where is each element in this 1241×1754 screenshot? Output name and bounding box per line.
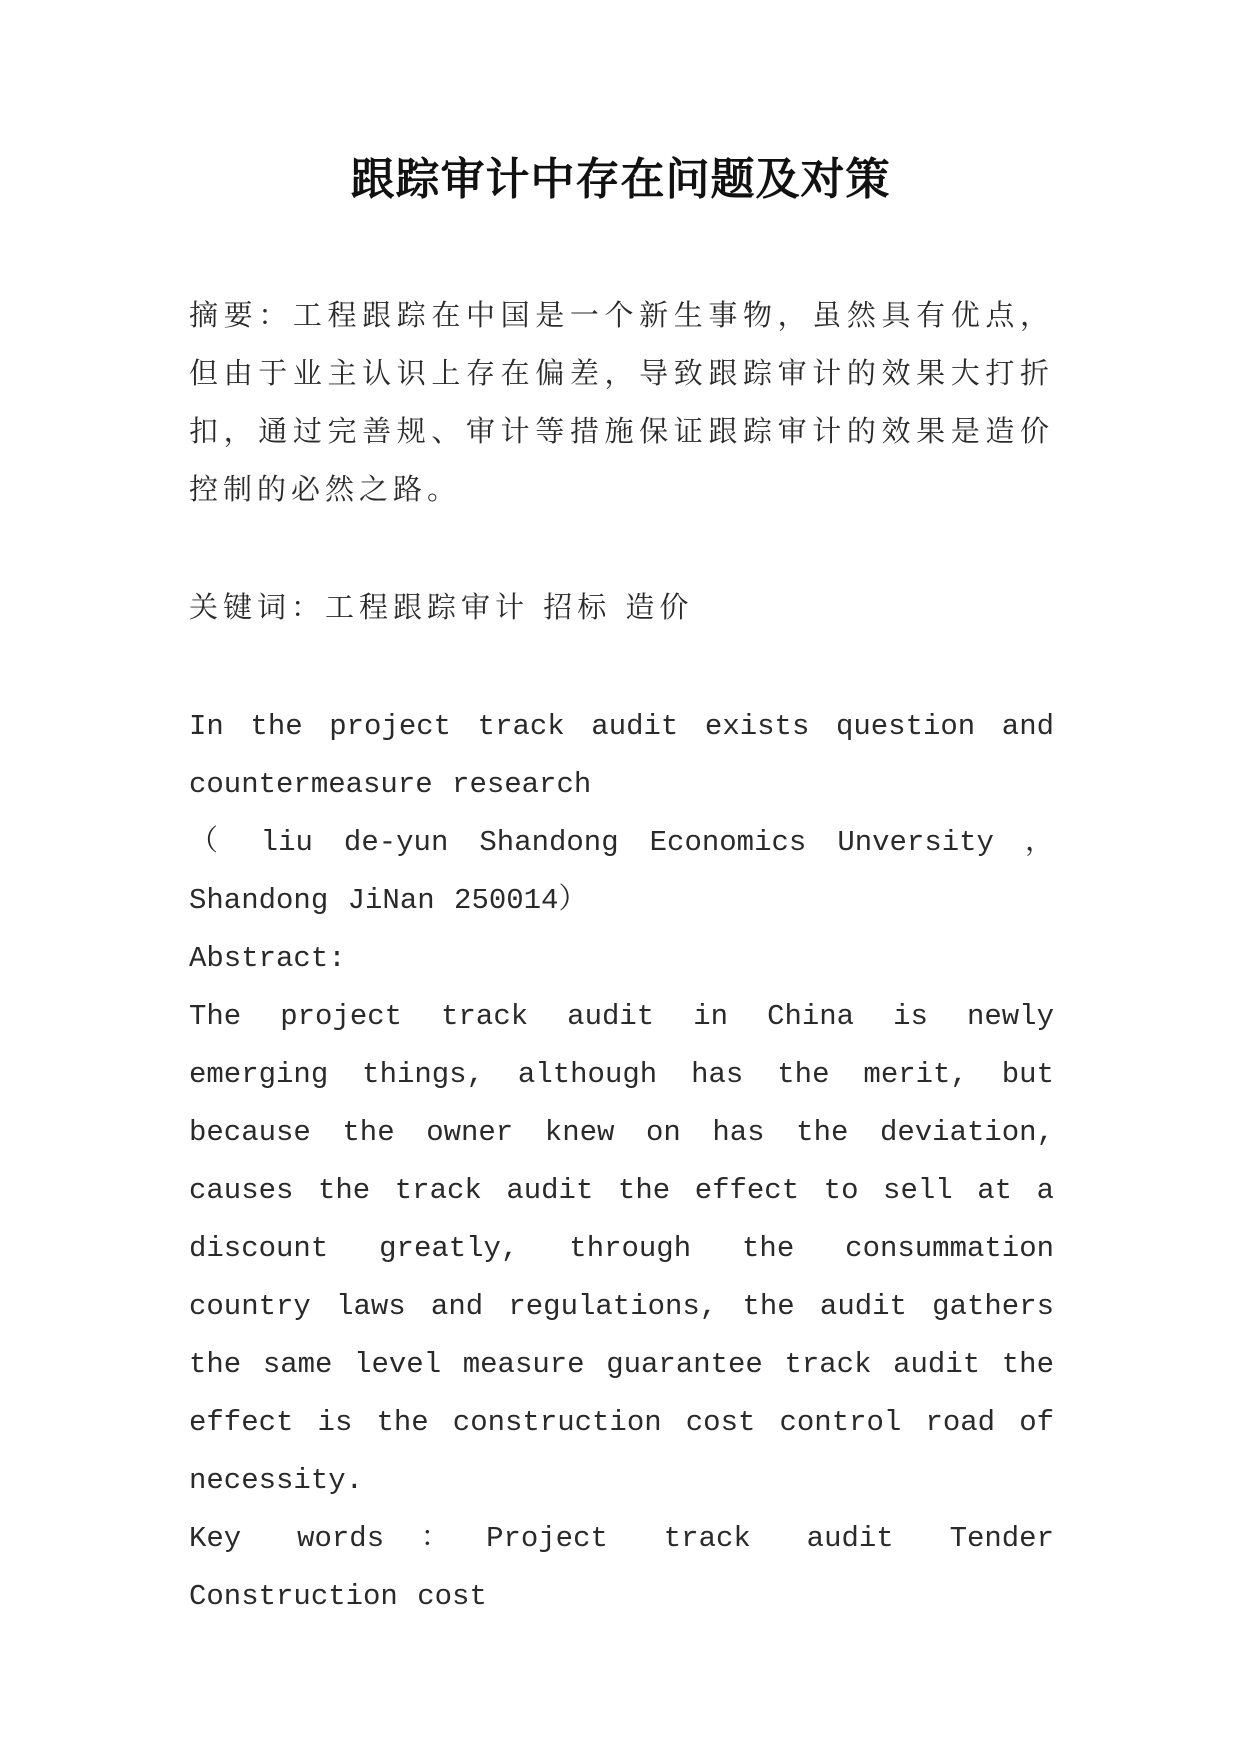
english-abstract-label: Abstract: bbox=[189, 942, 346, 975]
english-author-line-2: Shandong JiNan 250014） bbox=[189, 884, 588, 917]
chinese-abstract: 摘要：工程跟踪在中国是一个新生事物，虽然具有优点，但由于业主认识上存在偏差，导致跟踪审计的效果大打折扣，通过完善规、审计等措施保证跟踪审计的效果是造价控制的必然之路。 bbox=[189, 298, 1054, 506]
english-author-line-1: （ liu de-yun Shandong Economics Unversity ， bbox=[189, 826, 1054, 859]
english-title: In the project track audit exists question and countermeasure research bbox=[189, 710, 1054, 801]
english-section bbox=[189, 698, 1054, 1626]
chinese-keywords: 关键词：工程跟踪审计 招标 造价 bbox=[189, 590, 694, 624]
english-abstract: The project track audit in China is newly emerging things, although has the merit, but because the owner knew on has the deviation, causes the track audit the effect to sell at a discount greatly, through the consummation country laws and regulations, the audit gathers the same level measure guarantee track audit the effect is the construction cost control road of necessity. bbox=[189, 1000, 1054, 1497]
document-title: 跟踪审计中存在问题及对策 bbox=[350, 154, 891, 205]
english-keywords: Key words：Project track audit Tender Construction cost bbox=[189, 1522, 1054, 1613]
